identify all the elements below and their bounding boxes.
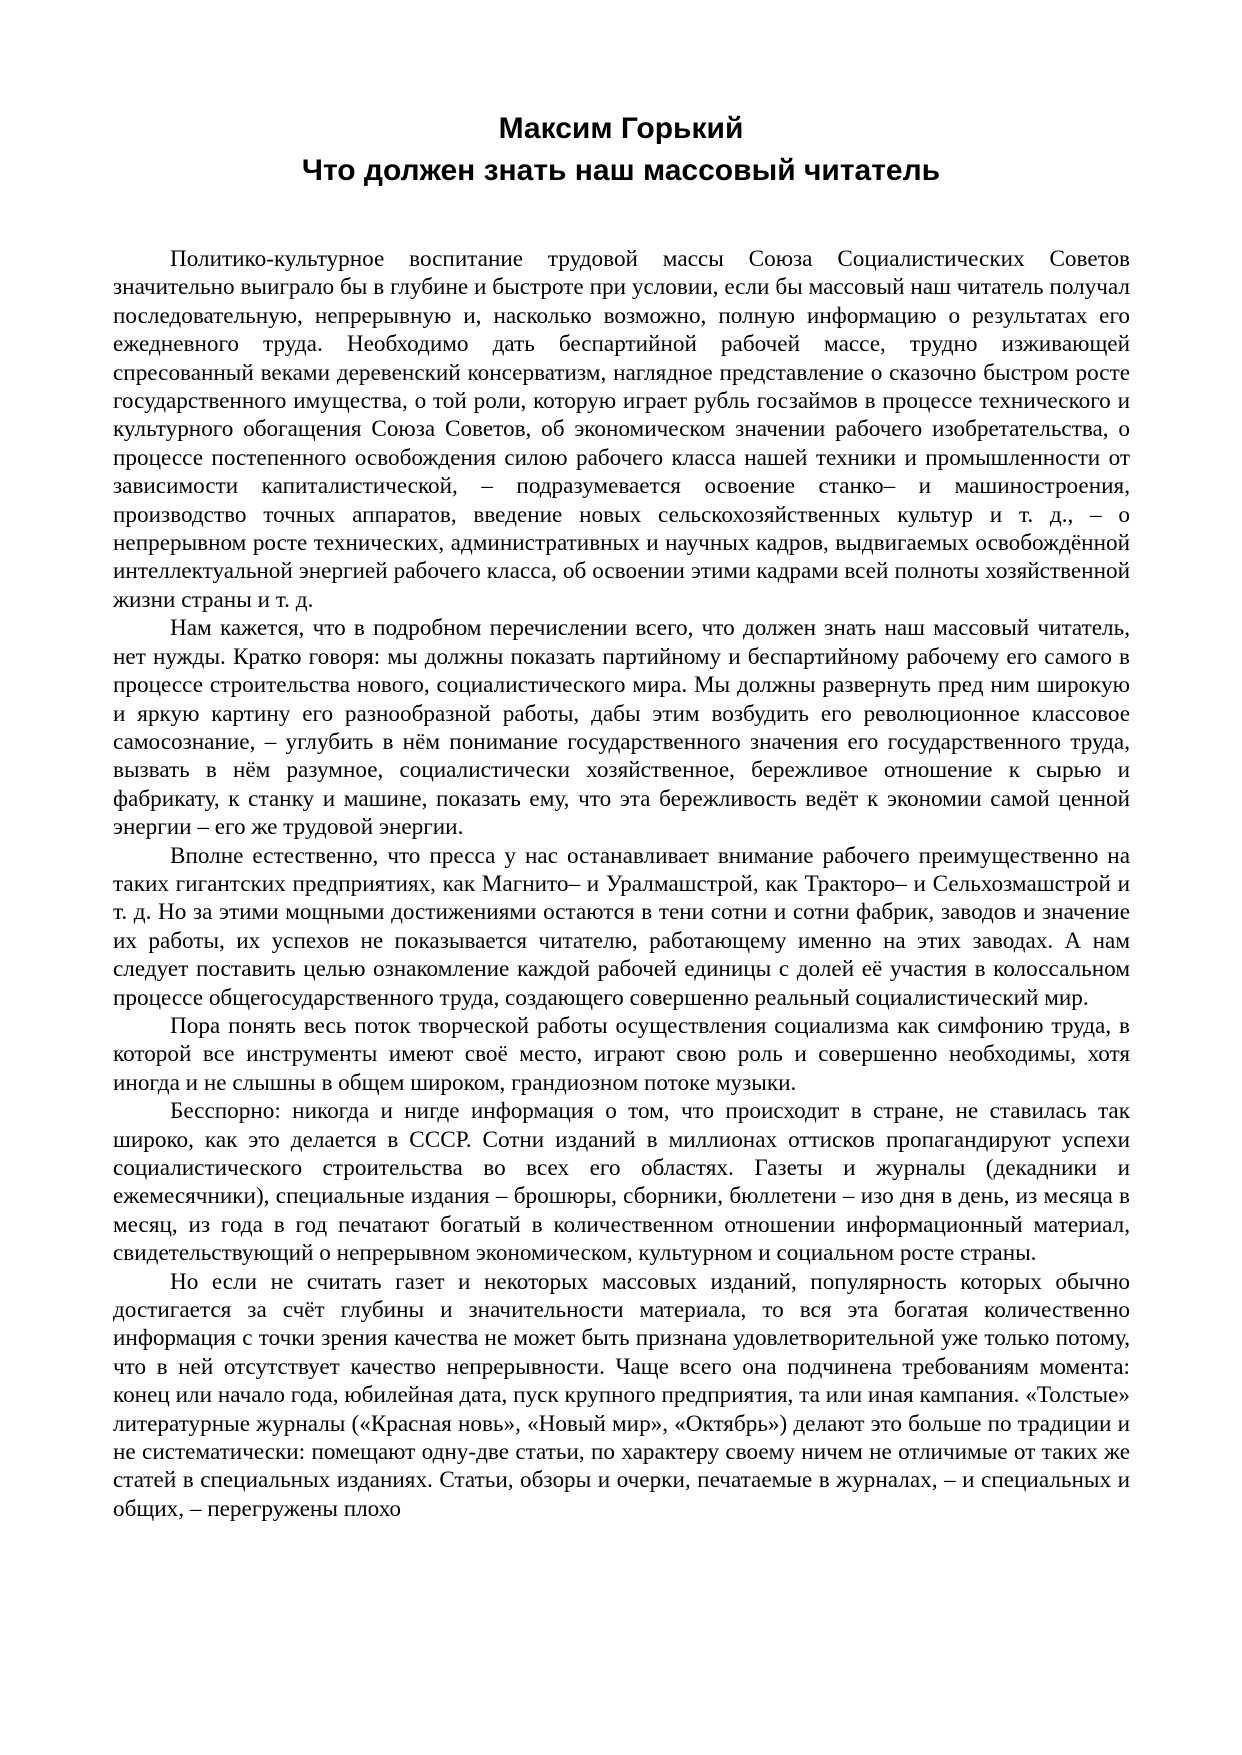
paragraph: Нам кажется, что в подробном перечислении всего, что должен знать наш массовый читатель, нет нужды. Кратко говоря: мы должны показать партийному и беспартийному рабочему его самого в процессе строительства нового, социалистического мира. Мы должны развернуть пред ним широкую и яркую картину его разнообразной работы, дабы этим возбудить его революционное классовое самосознание, – углубить в нём понимание государственного значения его государственного труда, вызвать в нём разумное, социалистически хозяйственное, бережливое отношение к сырью и фабрикату, к станку и машине, показать ему, что эта бережливость ведёт к экономии самой ценной энергии – его же трудовой энергии. [113, 615, 1130, 841]
paragraph: Бесспорно: никогда и нигде информация о том, что происходит в стране, не ставилась так широко, как это делается в СССР. Сотни изданий в миллионах оттисков пропагандируют успехи социалистического строительства во всех его областях. Газеты и журналы (декадники и ежемесячники), специальные издания – брошюры, сборники, бюллетени – изо дня в день, из месяца в месяц, из года в год печатают богатый в количественном отношении информационный материал, свидетельствующий о непрерывном экономическом, культурном и социальном росте страны. [113, 1098, 1130, 1267]
article-title: Что должен знать наш массовый читатель [301, 154, 941, 187]
paragraph: Вполне естественно, что пресса у нас останавливает внимание рабочего преимущественно на таких гигантских предприятиях, как Магнито– и Уралмашстрой, как Тракторо– и Сельхозмашстрой и т. д. Но за этими мощными достижениями остаются в тени сотни и сотни фабрик, заводов и значение их работы, их успехов не показывается читателю, работающему именно на этих заводах. А нам следует поставить целью ознакомление каждой рабочей единицы с долей её участия в колоссальном процессе общегосударственного труда, создающего совершенно реальный социалистический мир. [113, 842, 1130, 1011]
paragraph: Пора понять весь поток творческой работы осуществления социализма как симфонию труда, в которой все инструменты имеют своё место, играют свою роль и совершенно необходимы, хотя иногда и не слышны в общем широком, грандиозном потоке музыки. [113, 1012, 1130, 1096]
paragraph: Политико-культурное воспитание трудовой массы Союза Социалистических Советов значительно выиграло бы в глубине и быстроте при условии, если бы массовый наш читатель получал последовательную, непрерывную и, насколько возможно, полную информацию о результатах его ежедневного труда. Необходимо дать беспартийной рабочей массе, трудно изживающей спресованный веками деревенский консерватизм, наглядное представление о сказочно быстром росте государственного имущества, о той роли, которую играет рубль госзаймов в процессе технического и культурного обогащения Союза Советов, об экономическом значении рабочего изобретательства, о процессе постепенного освобождения силою рабочего класса нашей техники и промышленности от зависимости капиталистической, – подразумевается освоение станко– и машиностроения, производство точных аппаратов, введение новых сельскохозяйственных культур и т. д., – о непрерывном росте технических, административных и научных кадров, выдвигаемых освобождённой интеллектуальной энергией рабочего класса, об освоении этими кадрами всей полноты хозяйственной жизни страны и т. д. [113, 246, 1130, 613]
article-body [113, 245, 1130, 1523]
title-block [0, 108, 1242, 192]
paragraph: Но если не считать газет и некоторых массовых изданий, популярность которых обычно достигается за счёт глубины и значительности материала, то вся эта богатая количественно информация с точки зрения качества не может быть признана удовлетворительной уже только потому, что в ней отсутствует качество непрерывности. Чаще всего она подчинена требованиям момента: конец или начало года, юбилейная дата, пуск крупного предприятия, та или иная кампания. «Толстые» литературные журналы («Красная новь», «Новый мир», «Октябрь») делают это больше по традиции и не систематически: помещают одну-две статьи, по характеру своему ничем не отличимые от таких же статей в специальных изданиях. Статьи, обзоры и очерки, печатаемые в журналах, – и специальных и общих, – перегружены плохо [113, 1268, 1130, 1522]
author-name: Максим Горький [498, 112, 744, 145]
